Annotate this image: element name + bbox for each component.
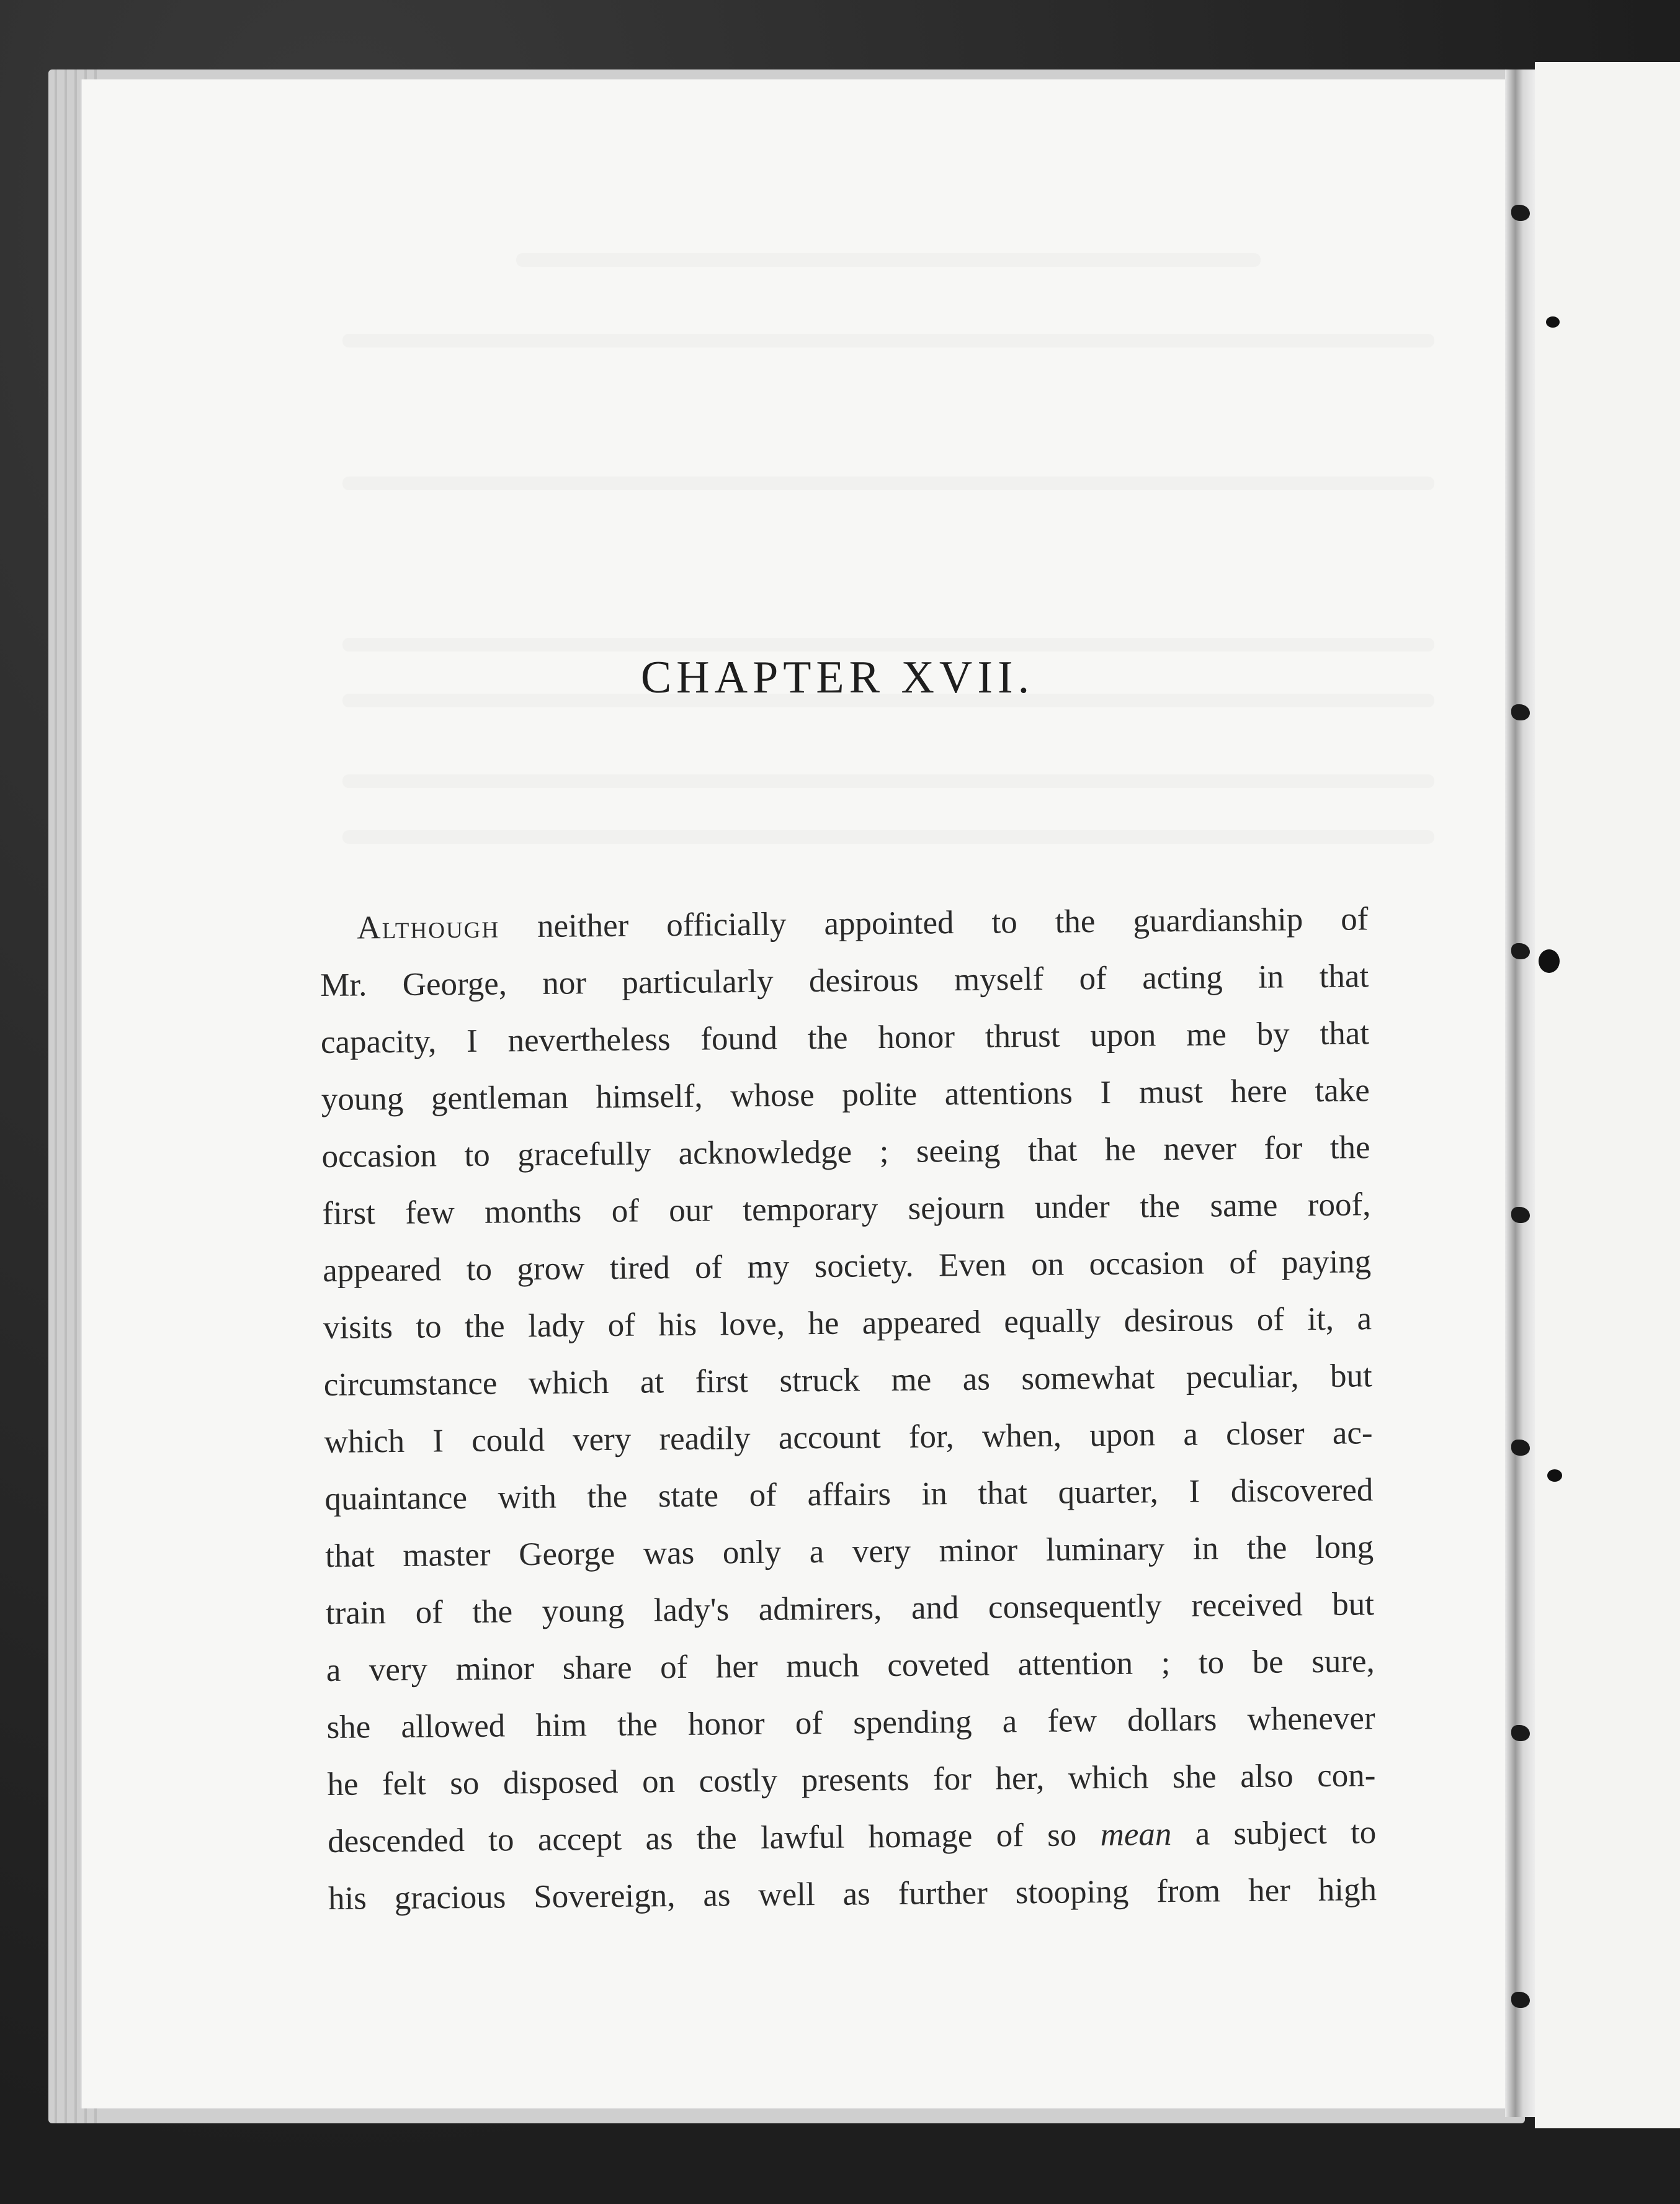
line-text: neither officially appointed to the guardianship of: [537, 901, 1369, 944]
text-line: quaintance with the state of affairs in that quarter, I discovered: [324, 1472, 1374, 1517]
text-line: young gentleman himself, whose polite attentions I must here take: [321, 1072, 1370, 1118]
bleed-through: [342, 334, 1434, 347]
body-text: [319, 890, 1377, 1927]
text-line: occasion to gracefully acknowledge ; seeing that he never for the: [321, 1129, 1370, 1175]
text-line: which I could very readily account for, when, upon a closer ac-: [324, 1415, 1373, 1460]
ink-mark: [1539, 949, 1560, 973]
chapter-title: CHAPTER XVII.: [640, 652, 1035, 703]
binding-stitch: [1511, 1207, 1530, 1223]
binding-stitch: [1511, 1440, 1530, 1456]
bleed-through: [342, 638, 1434, 652]
text-line: circumstance which at first struck me as somewhat peculiar, but: [323, 1358, 1373, 1403]
binding-stitch: [1511, 1992, 1530, 2008]
bleed-through: [342, 774, 1434, 788]
text-line: she allowed him the honor of spending a few dollars whenever: [326, 1700, 1375, 1745]
text-line: a very minor share of her much coveted attention ; to be sure,: [326, 1643, 1375, 1688]
line-text: descended to accept as the lawful homage of so: [327, 1817, 1077, 1860]
page-edge: [74, 69, 77, 2123]
text-line: he felt so disposed on costly presents for her, which she also con-: [327, 1757, 1376, 1803]
book-gutter: [1505, 69, 1535, 2117]
facing-page: [1535, 62, 1680, 2128]
page-edge: [55, 69, 57, 2123]
binding-stitch: [1511, 704, 1530, 720]
text-line: [319, 890, 1369, 957]
text-line: that master George was only a very minor luminary in the long: [324, 1529, 1374, 1574]
text-line: first few months of our temporary sejourn under the same roof,: [322, 1186, 1371, 1232]
italic-word: mean: [1100, 1816, 1172, 1853]
text-line: Mr. George, nor particularly desirous myself of acting in that: [319, 958, 1369, 1003]
line-text: a subject to: [1195, 1814, 1377, 1852]
text-line: visits to the lady of his love, he appeared equally desirous of it, a: [323, 1301, 1372, 1346]
text-line: appeared to grow tired of my society. Even on occasion of paying: [322, 1243, 1372, 1289]
text-line: [328, 1804, 1377, 1870]
bleed-through: [342, 830, 1434, 844]
text-line: train of the young lady's admirers, and consequently received but: [325, 1586, 1375, 1631]
binding-stitch: [1511, 943, 1530, 959]
bleed-through: [342, 477, 1434, 490]
text-line: his gracious Sovereign, as well as further stooping from her high: [328, 1871, 1377, 1917]
text-line: capacity, I nevertheless found the honor thrust upon me by that: [320, 1015, 1370, 1060]
binding-stitch: [1511, 205, 1530, 221]
bleed-through: [516, 253, 1261, 267]
opening-word: Although: [357, 908, 500, 946]
page-edge: [65, 69, 67, 2123]
binding-stitch: [1511, 1725, 1530, 1741]
ink-mark: [1546, 316, 1560, 328]
ink-mark: [1547, 1469, 1562, 1482]
